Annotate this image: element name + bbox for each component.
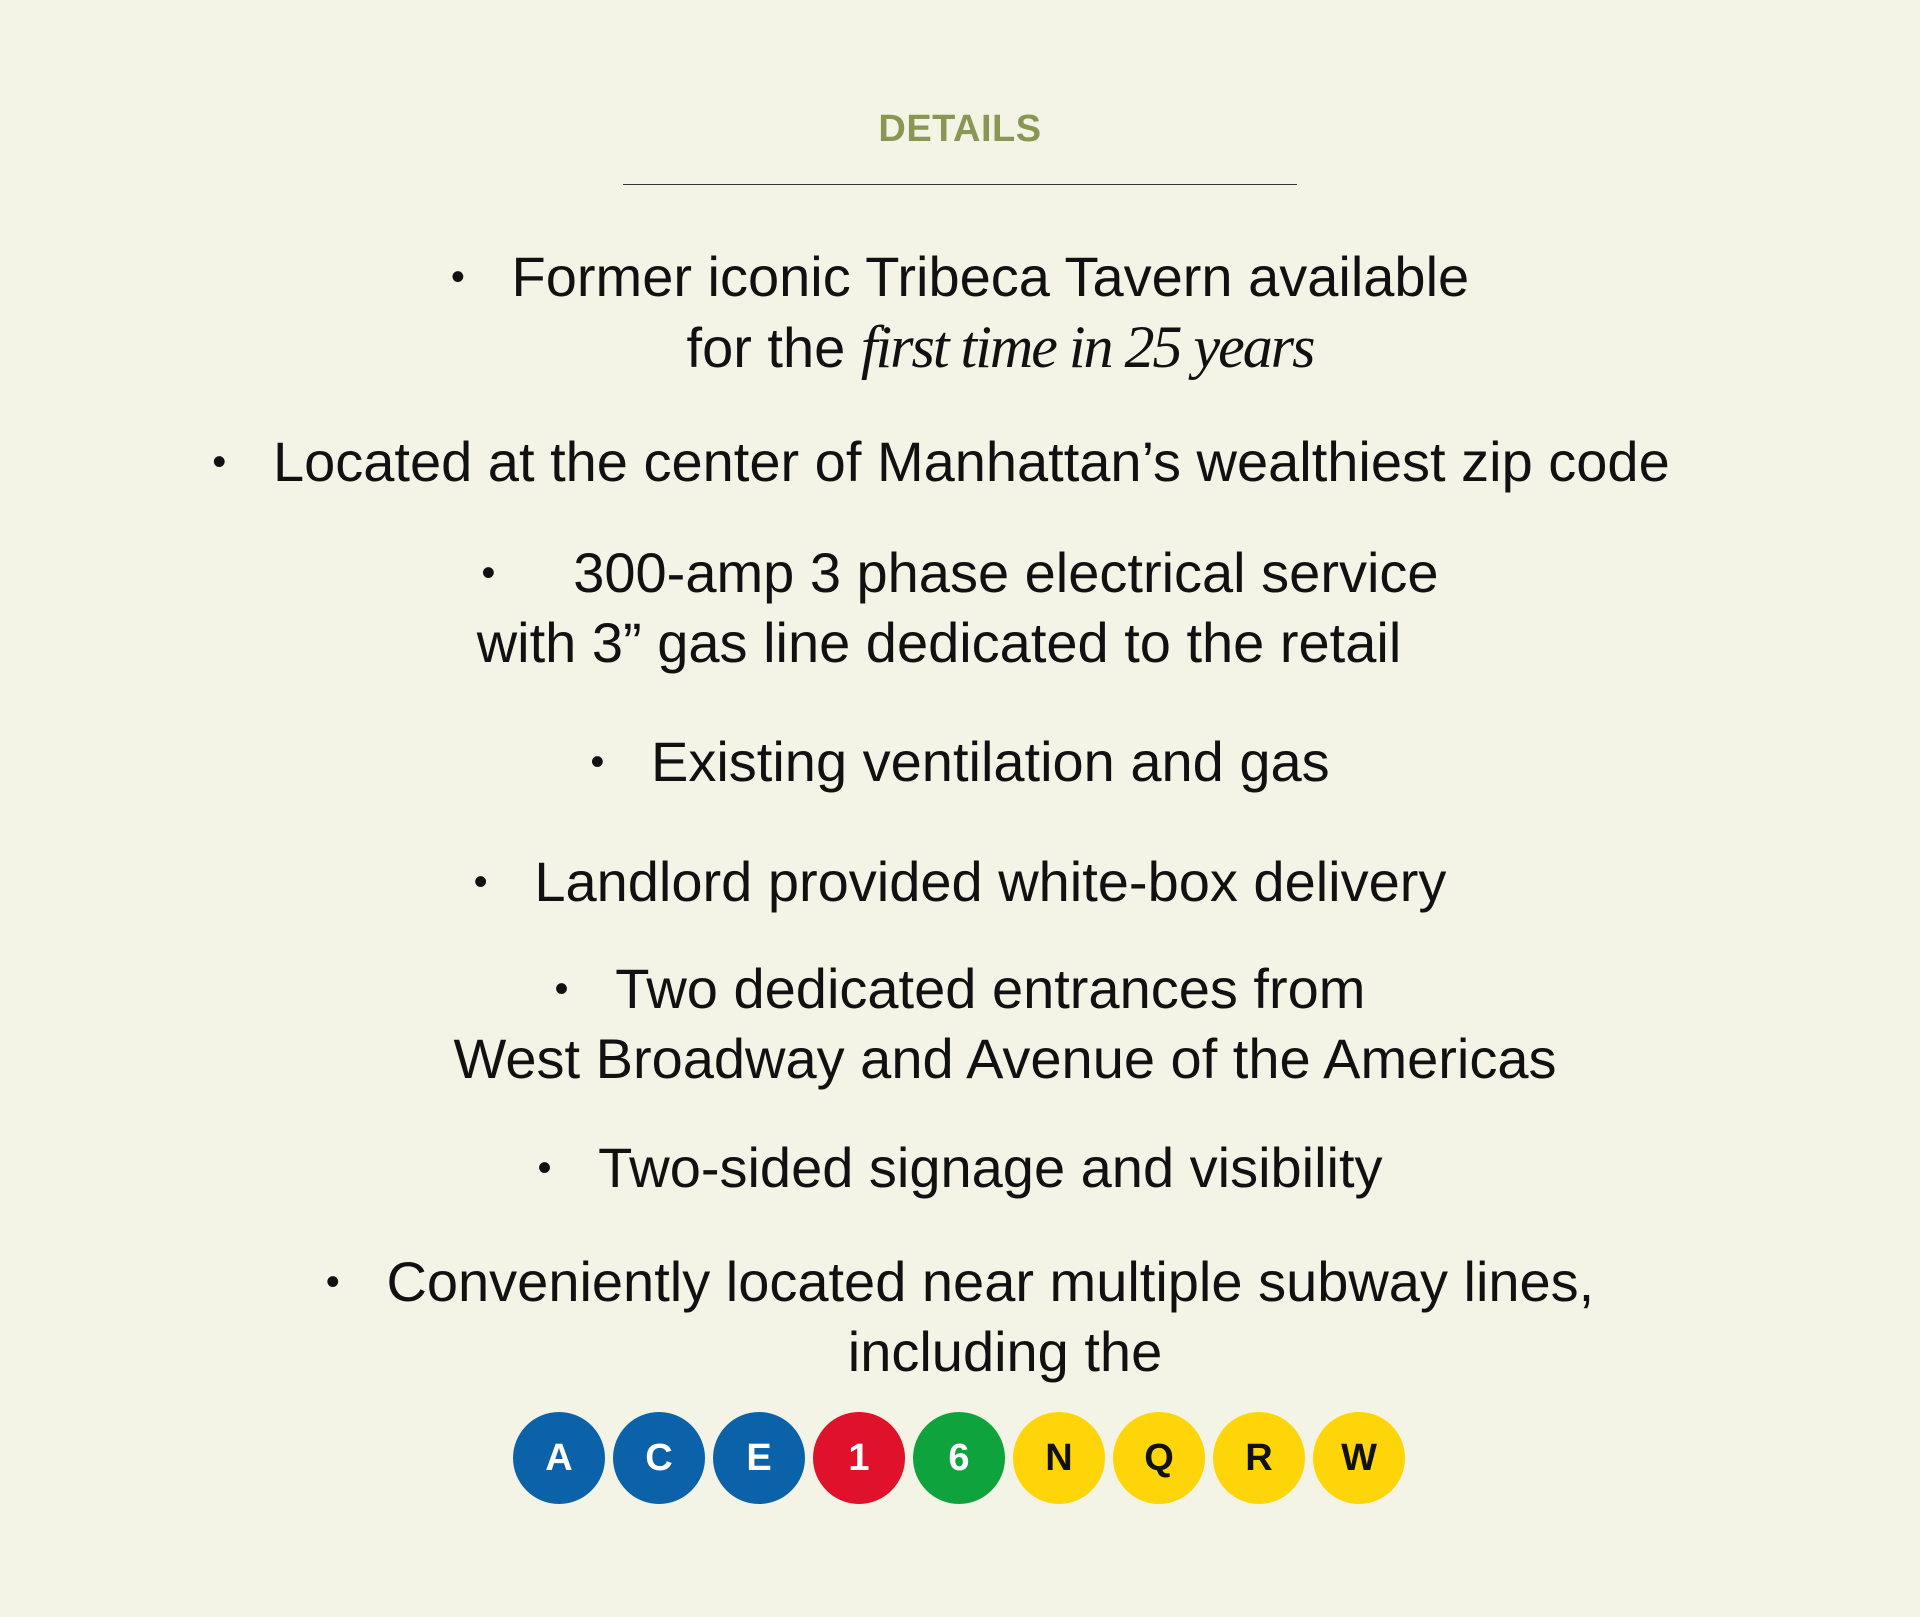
detail-text: Two-sided signage and visibility xyxy=(598,1136,1383,1199)
subway-line-n-icon: N xyxy=(1013,1412,1105,1504)
heading-divider xyxy=(623,184,1297,185)
bullet-icon: • xyxy=(537,1146,552,1191)
detail-text: including the xyxy=(847,1320,1163,1383)
detail-text: with 3” gas line dedicated to the retail xyxy=(476,611,1402,674)
detail-text: West Broadway and Avenue of the Americas xyxy=(453,1027,1557,1090)
bullet-icon: • xyxy=(590,740,605,785)
subway-line-e-icon: E xyxy=(713,1412,805,1504)
subway-line-w-icon: W xyxy=(1313,1412,1405,1504)
section-heading: DETAILS xyxy=(878,108,1042,150)
subway-line-1-icon: 1 xyxy=(813,1412,905,1504)
subway-line-r-icon: R xyxy=(1213,1412,1305,1504)
bullet-icon: • xyxy=(554,967,569,1012)
bullet-icon: • xyxy=(212,440,227,485)
detail-text: for the xyxy=(686,316,861,379)
bullet-icon: • xyxy=(473,860,488,905)
bullet-icon: • xyxy=(481,551,496,596)
subway-line-q-icon: Q xyxy=(1113,1412,1205,1504)
subway-line-c-icon: C xyxy=(613,1412,705,1504)
subway-line-6-icon: 6 xyxy=(913,1412,1005,1504)
detail-emphasis: first time in 25 years xyxy=(860,314,1314,380)
detail-item-tavern xyxy=(0,242,1920,316)
detail-item-electrical-line2 xyxy=(0,608,1899,678)
detail-text: Conveniently located near multiple subway lines, xyxy=(386,1250,1595,1313)
detail-text: Landlord provided white-box delivery xyxy=(534,850,1447,913)
detail-item-entrances xyxy=(0,954,1920,1028)
detail-text: 300-amp 3 phase electrical service xyxy=(573,541,1439,604)
detail-text: Two dedicated entrances from xyxy=(615,957,1366,1020)
subway-lines-row xyxy=(513,1412,1405,1504)
bullet-icon: • xyxy=(325,1260,340,1305)
detail-text: Existing ventilation and gas xyxy=(651,730,1330,793)
detail-text: Former iconic Tribeca Tavern available xyxy=(511,245,1470,308)
detail-item-signage xyxy=(0,1133,1920,1207)
detail-item-electrical xyxy=(0,538,1920,612)
bullet-icon: • xyxy=(450,255,465,300)
detail-item-whitebox xyxy=(0,847,1920,921)
detail-item-location xyxy=(0,427,1901,501)
detail-item-tavern-line2 xyxy=(40,312,1920,383)
subway-line-a-icon: A xyxy=(513,1412,605,1504)
detail-item-subway xyxy=(0,1247,1920,1321)
detail-item-subway-line2 xyxy=(45,1317,1920,1387)
detail-item-entrances-line2 xyxy=(45,1024,1920,1094)
detail-item-ventilation xyxy=(0,727,1920,801)
detail-text: Located at the center of Manhattan’s wealthiest zip code xyxy=(272,430,1670,493)
